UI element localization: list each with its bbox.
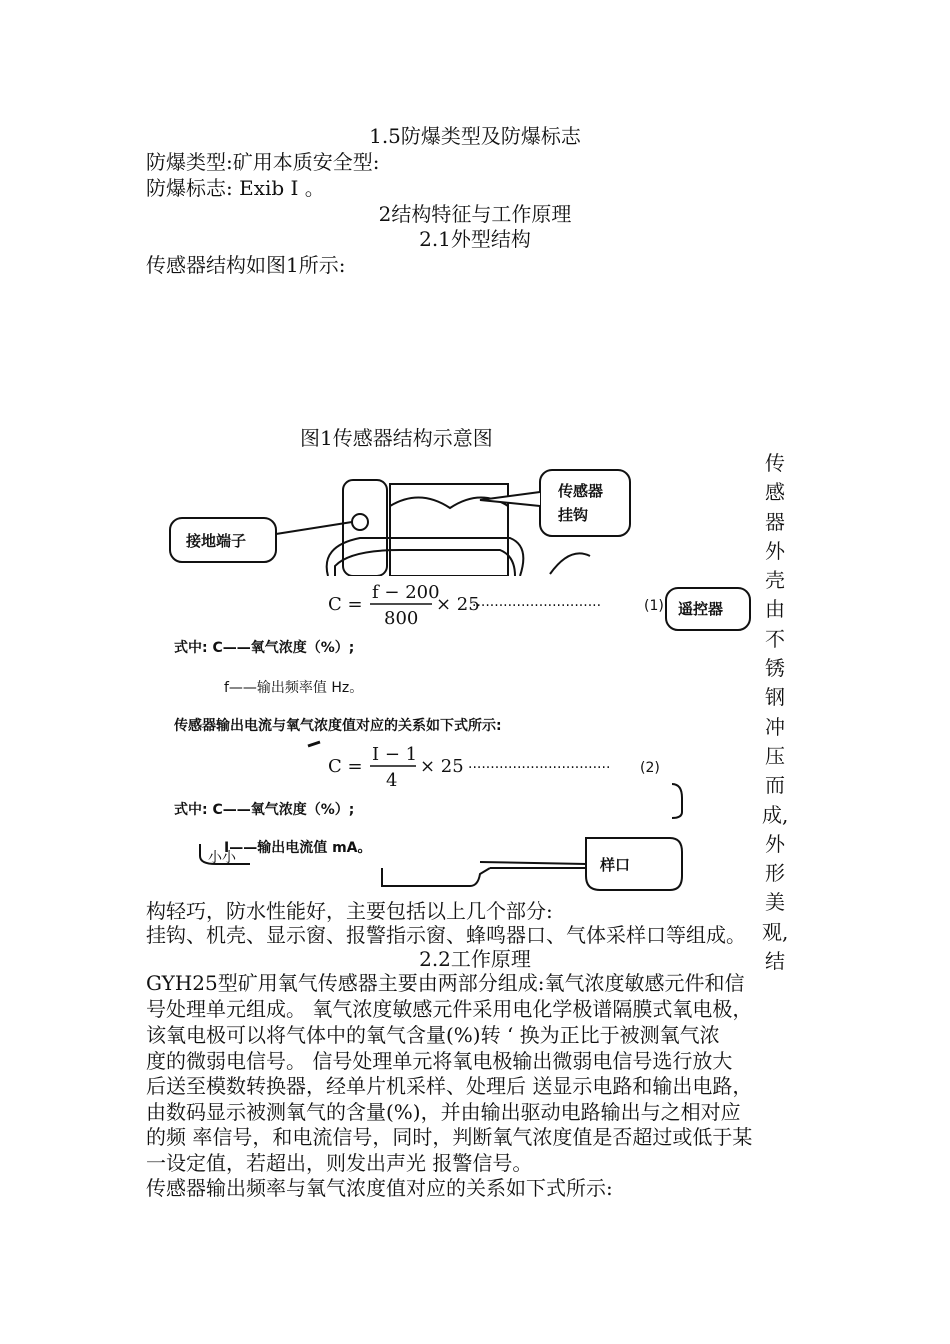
callout-sample-text: 样口: [600, 856, 631, 874]
callout-remote-text: 遥控器: [678, 600, 724, 618]
eq2-multiplier: × 25: [420, 756, 464, 777]
callout-hook-line1: 传感器: [558, 482, 604, 500]
figure-caption: 图1传感器结构示意图: [300, 426, 493, 450]
section-heading-2-2: 2.2工作原理: [419, 947, 531, 971]
section-heading-2-1: 2.1外型结构: [419, 227, 531, 251]
principle-line-4: 度的微弱电信号。 信号处理单元将氧电极输出微弱电信号选行放大: [146, 1049, 733, 1073]
eq1-dots: ·····························: [472, 598, 602, 614]
where2-c: 式中: C——氧气浓度（%）;: [174, 802, 355, 818]
principle-line-3: 该氧电极可以将气体中的氧气含量(%)转 ‘ 换为正比于被测氧气浓: [146, 1023, 720, 1047]
current-relation-intro: 传感器输出电流与氧气浓度值对应的关系如下式所示:: [174, 718, 502, 734]
eq2-number: (2): [640, 760, 660, 776]
callout-ground-text: 接地端子: [186, 532, 247, 550]
principle-line-2: 号处理单元组成。 氧气浓度敏感元件采用电化学极谱隔膜式氧电极，: [146, 997, 753, 1021]
sensor-figure-drawing: [160, 466, 760, 896]
eq1-lhs: C =: [328, 594, 363, 615]
fragment-text: 小小: [208, 850, 236, 866]
principle-line-8: 一设定值，若超出，则发出声光 报警信号。: [146, 1151, 533, 1175]
principle-line-5: 后送至模数转换器，经单片机采样、处理后 送显示电路和输出电路，: [146, 1074, 753, 1098]
explosion-proof-mark: 防爆标志: Exib I 。: [146, 176, 325, 200]
device-shell-top: [327, 538, 524, 576]
where2-i: I——输出电流值 mA。: [224, 840, 372, 856]
where1-c: 式中: C——氧气浓度（%）;: [174, 640, 355, 656]
eq2-numerator: I − 1: [372, 744, 418, 765]
eq1-numerator: f − 200: [372, 582, 440, 603]
eq2-dots: ································: [468, 760, 611, 776]
section-heading-1-5: 1.5防爆类型及防爆标志: [369, 124, 581, 148]
ground-terminal-shape: [352, 514, 368, 530]
remote-outline: [550, 553, 590, 574]
explosion-proof-type: 防爆类型:矿用本质安全型:: [146, 150, 380, 174]
eq2-denominator: 4: [386, 770, 398, 791]
principle-line-7: 的频 率信号，和电流信号，同时，判断氧气浓度值是否超过或低于某: [146, 1125, 753, 1149]
bracket-shape: [672, 784, 682, 818]
callout-hook-box: [540, 470, 630, 536]
frequency-relation-intro: 传感器输出频率与氧气浓度值对应的关系如下式所示:: [146, 1176, 613, 1200]
structure-intro: 传感器结构如图1所示:: [146, 253, 346, 277]
sensor-figure: [160, 466, 760, 896]
principle-line-1: GYH25型矿用氧气传感器主要由两部分组成:氧气浓度敏感元件和信: [146, 971, 745, 995]
structure-desc-line1: 构轻巧，防水性能好，主要包括以上几个部分:: [146, 899, 553, 923]
eq1-multiplier: × 25: [436, 594, 480, 615]
where1-f: f——输出频率值 Hz。: [224, 680, 364, 696]
eq1-denominator: 800: [384, 608, 419, 629]
structure-desc-line2: 挂钩、机壳、显示窗、报警指示窗、蜂鸣器口、气体采样口等组成。: [146, 923, 746, 947]
callout-ground-pointer: [276, 522, 352, 534]
callout-hook-line2: 挂钩: [558, 506, 589, 524]
side-vertical-text: 传感器外壳由不锈钢冲压而成,外形美观,结: [762, 451, 789, 974]
eq1-number: (1): [644, 598, 664, 614]
callout-hook-pointer: [480, 492, 540, 506]
eq2-lhs: C =: [328, 756, 363, 777]
section-heading-2: 2结构特征与工作原理: [378, 202, 572, 226]
device-shell-inner: [335, 550, 515, 576]
principle-line-6: 由数码显示被测氧气的含量(%)，并由输出驱动电路输出与之相对应: [146, 1100, 741, 1124]
